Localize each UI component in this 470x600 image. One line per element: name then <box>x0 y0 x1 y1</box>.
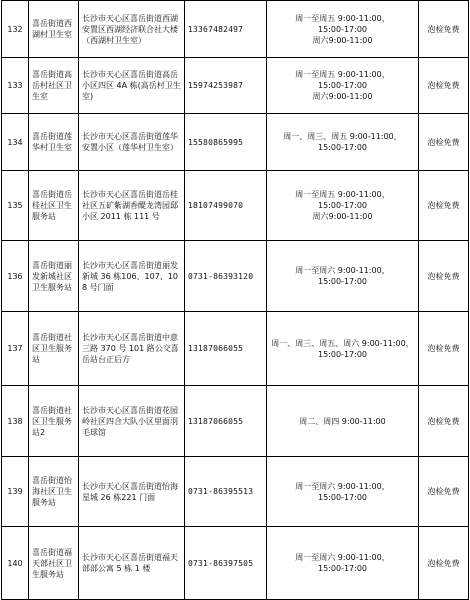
table-row <box>2 457 469 527</box>
service-hours-line: 周六9:00-11:00 <box>312 212 373 221</box>
row-number: 139 <box>2 457 29 527</box>
site-name: 喜岳街道西湖村卫生室 <box>29 1 79 58</box>
fee-note: 泡检免费 <box>419 114 469 171</box>
site-phone: 13187066055 <box>185 312 267 386</box>
site-phone: 0731-86393120 <box>185 241 267 312</box>
service-hours-line: 周二、周四 9:00-11:00 <box>299 416 386 426</box>
site-name: 喜岳街道莲华村卫生室 <box>29 114 79 171</box>
row-number: 134 <box>2 114 29 171</box>
site-address: 长沙市天心区喜岳街道花园岭社区四合大队小区里面羽毛球馆 <box>79 386 185 457</box>
site-address: 长沙市天心区喜岳街道中意三路 370 号 101 路公交喜岳站台正后方 <box>79 312 185 386</box>
site-address: 长沙市天心区喜岳街道岳桂社区五矿紫湖香醍龙湾园邸小区 2011 栋 111 号 <box>79 171 185 241</box>
service-hours-line: 15:00-17:00 <box>318 492 367 502</box>
table-row <box>2 114 469 171</box>
service-hours <box>267 171 419 241</box>
service-hours-line: 周一、周三、周五、周六 9:00-11:00， <box>271 338 414 348</box>
site-name: 喜岳街道高岳村社区卫生室 <box>29 58 79 114</box>
fee-note: 泡检免费 <box>419 457 469 527</box>
site-address: 长沙市天心区喜岳街道高岳小区四区 4A 栋(高岳村卫生室) <box>79 58 185 114</box>
table-row <box>2 58 469 114</box>
fee-note: 泡检免费 <box>419 527 469 600</box>
service-hours-line: 周一至周五 9:00-11:00， <box>295 13 390 23</box>
service-hours <box>267 457 419 527</box>
site-phone: 15580865995 <box>185 114 267 171</box>
row-number: 138 <box>2 386 29 457</box>
service-hours-line: 周一、周三、周五 9:00-11:00， <box>283 132 402 141</box>
service-hours-line: 15:00-17:00 <box>318 81 367 90</box>
site-name: 喜岳街道社区卫生服务站 <box>29 312 79 386</box>
service-hours <box>267 1 419 58</box>
service-hours-line: 周一至周六 9:00-11:00， <box>295 481 390 491</box>
table-row <box>2 386 469 457</box>
site-address: 长沙市天心区喜岳街道怡海星城 26 栋221 门面 <box>79 457 185 527</box>
fee-note: 泡检免费 <box>419 312 469 386</box>
service-hours <box>267 241 419 312</box>
service-hours-line: 周六9:00-11:00 <box>312 92 373 101</box>
service-hours <box>267 58 419 114</box>
site-address: 长沙市天心区喜岳街道丽发新城 36 栋106、107、108 号门面 <box>79 241 185 312</box>
site-phone: 18107499070 <box>185 171 267 241</box>
service-hours-line: 15:00-17:00 <box>318 564 367 573</box>
site-name: 喜岳街道丽发新城社区卫生服务站 <box>29 241 79 312</box>
site-address: 长沙市天心区喜岳街道莲华安置小区（莲华村卫生室） <box>79 114 185 171</box>
fee-note: 泡检免费 <box>419 241 469 312</box>
fee-note: 泡检免费 <box>419 386 469 457</box>
service-hours-line: 15:00-17:00 <box>318 24 367 34</box>
site-phone: 0731-86395513 <box>185 457 267 527</box>
fee-note: 泡检免费 <box>419 1 469 58</box>
service-hours-line: 15:00-17:00 <box>318 143 367 152</box>
service-hours-line: 周一至周五 9:00-11:00， <box>295 190 390 199</box>
table-row <box>2 241 469 312</box>
row-number: 137 <box>2 312 29 386</box>
table-body <box>2 1 469 600</box>
service-hours-line: 周六9:00-11:00 <box>312 35 373 45</box>
testing-sites-table <box>1 0 469 600</box>
service-hours <box>267 386 419 457</box>
row-number: 140 <box>2 527 29 600</box>
row-number: 136 <box>2 241 29 312</box>
fee-note: 泡检免费 <box>419 171 469 241</box>
service-hours-line: 15:00-17:00 <box>318 277 367 286</box>
table-row <box>2 171 469 241</box>
row-number: 132 <box>2 1 29 58</box>
site-name: 喜岳街道岳桂社区卫生服务站 <box>29 171 79 241</box>
service-hours <box>267 114 419 171</box>
row-number: 133 <box>2 58 29 114</box>
site-phone: 13367482497 <box>185 1 267 58</box>
service-hours-line: 15:00-17:00 <box>318 201 367 210</box>
site-name: 喜岳街道怡海社区卫生服务站 <box>29 457 79 527</box>
site-address: 长沙市天心区喜岳街道福天部部公寓 5 栋 1 楼 <box>79 527 185 600</box>
table-row <box>2 527 469 600</box>
service-hours <box>267 312 419 386</box>
site-phone: 13187066055 <box>185 386 267 457</box>
service-hours-line: 周一至周六 9:00-11:00， <box>295 266 390 275</box>
fee-note: 泡检免费 <box>419 58 469 114</box>
service-hours-line: 15:00-17:00 <box>318 349 367 359</box>
service-hours-line: 周一至周六 9:00-11:00， <box>295 553 390 562</box>
site-address: 长沙市天心区喜岳街道西湖安置区西湖经济联合社大楼（西湖村卫生室） <box>79 1 185 58</box>
site-phone: 0731-86397505 <box>185 527 267 600</box>
row-number: 135 <box>2 171 29 241</box>
table-row <box>2 1 469 58</box>
site-name: 喜岳街道社区卫生服务站2 <box>29 386 79 457</box>
table-row <box>2 312 469 386</box>
service-hours-line: 周一至周五 9:00-11:00， <box>295 70 390 79</box>
service-hours <box>267 527 419 600</box>
site-phone: 15974253987 <box>185 58 267 114</box>
site-name: 喜岳街道福天部社区卫生服务站 <box>29 527 79 600</box>
